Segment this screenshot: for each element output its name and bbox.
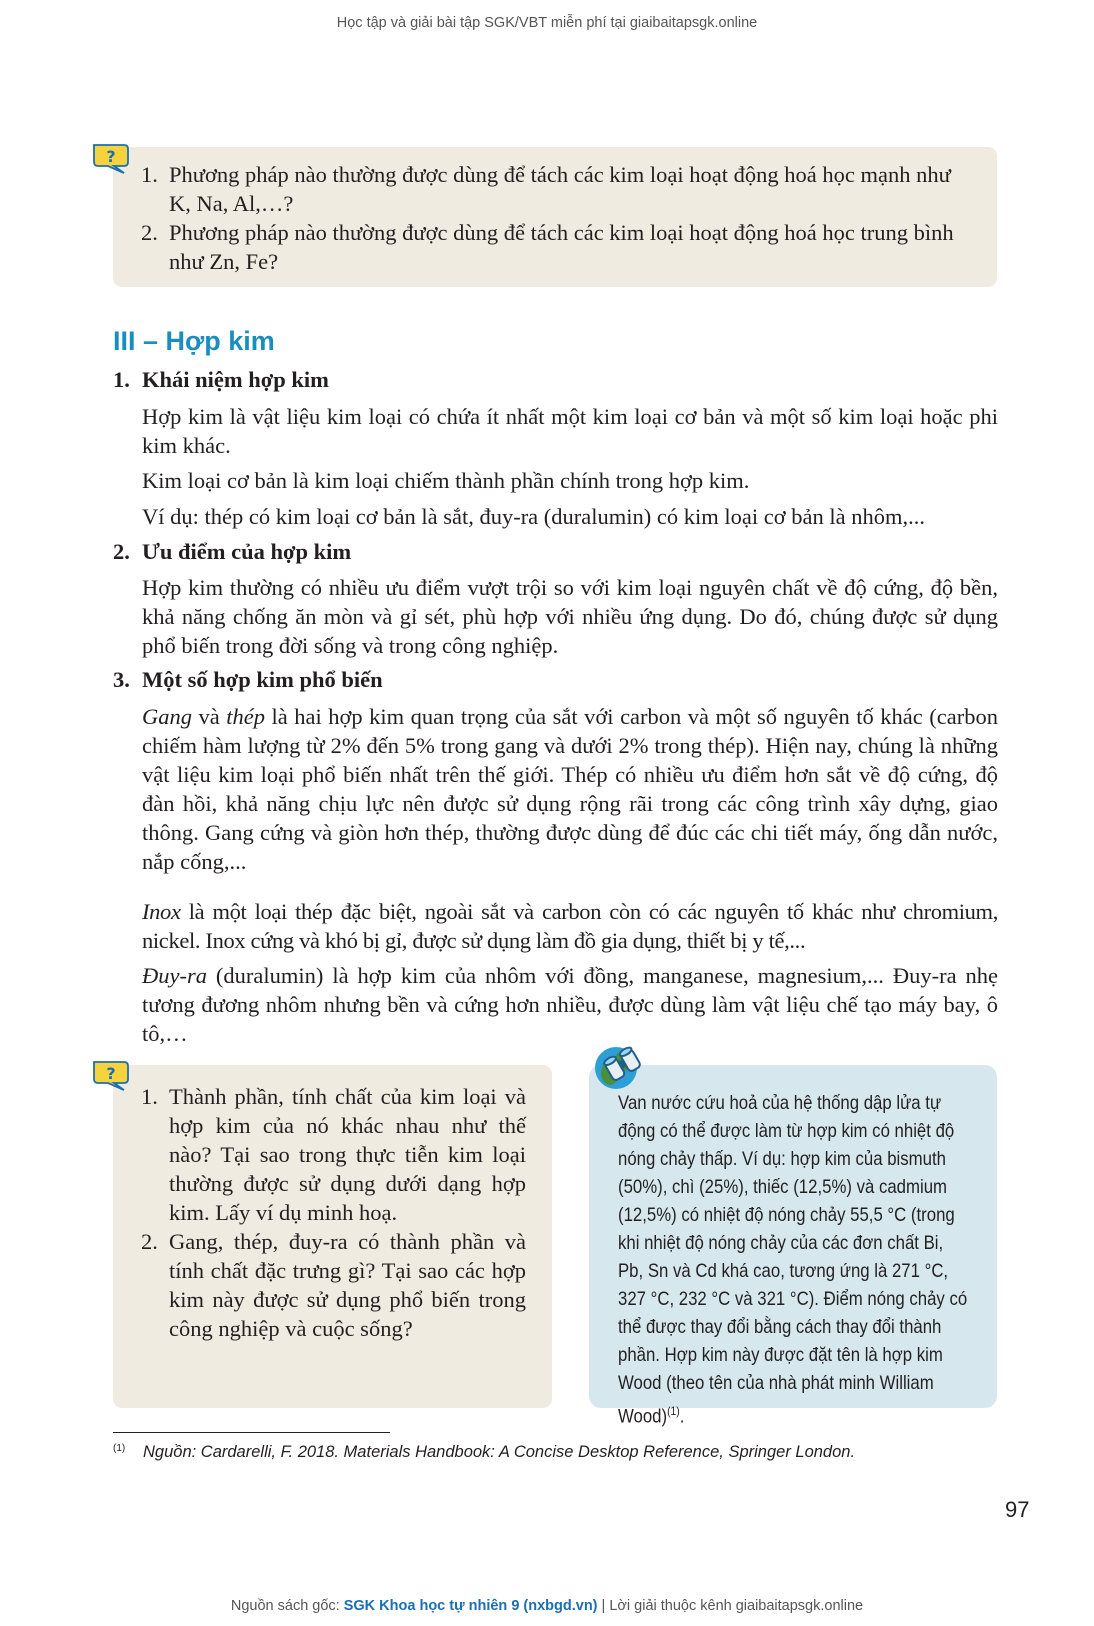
paragraph: Ví dụ: thép có kim loại cơ bản là sắt, đuy-ra (duralumin) có kim loại cơ bản là nhôm,... (142, 504, 925, 529)
bottom-banner: Nguồn sách gốc: SGK Khoa học tự nhiên 9 (nxbgd.vn) | Lời giải thuộc kênh giaibaitapsgk.online (230, 1598, 864, 1614)
source-link[interactable]: SGK Khoa học tự nhiên 9 (nxbgd.vn) (343, 1598, 598, 1614)
footnote: $^{(1)}$ Nguồn: Cardarelli, F. 2018. Materials Handbook: A Concise Desktop Reference, Springer London. (113, 1443, 856, 1461)
question-item: 2. Phương pháp nào thường được dùng để tách các kim loại hoạt động hoá học trung bình như Zn, Fe? (141, 220, 954, 274)
question-item: 1. Phương pháp nào thường được dùng để tách các kim loại hoạt động hoá học mạnh như K, Na, Al,…? (141, 162, 951, 216)
section-title: III – Hợp kim (113, 326, 275, 356)
paragraph: Hợp kim là vật liệu kim loại có chứa ít nhất một kim loại cơ bản và một số kim loại hoặc phi kim khác. (142, 404, 998, 458)
question-icon (90, 142, 136, 176)
page-number: 97 (1005, 1497, 1030, 1522)
subheading-concept: 1. Khái niệm hợp kim (113, 367, 329, 392)
svg-text:?: ? (106, 147, 116, 166)
question-item: 2. Gang, thép, đuy-ra có thành phần và tính chất đặc trưng gì? Tại sao các hợp kim này được sử dụng phổ biến trong công nghiệp và cuộc sống? (141, 1229, 526, 1341)
paragraph: Kim loại cơ bản là kim loại chiếm thành phần chính trong hợp kim. (142, 468, 750, 493)
svg-text:?: ? (106, 1064, 116, 1083)
top-banner: Học tập và giải bài tập SGK/VBT miễn phí tại giaibaitapsgk.online (336, 15, 758, 31)
question-icon (90, 1059, 136, 1093)
question-box-2 (113, 1065, 552, 1408)
paragraph-duralumin: Đuy-ra (duralumin) là hợp kim của nhôm với đồng, manganese, magnesium,... Đuy-ra nhẹ tương đương nhôm nhưng bền và cứng hơn nhiều, được dùng làm vật liệu chế tạo máy bay, ô tô,… (142, 963, 998, 1046)
question-item: 1. Thành phần, tính chất của kim loại và hợp kim của nó khác nhau như thế nào? Tại sao trong thực tiễn kim loại thường được sử dụng dưới dạng hợp kim. Lấy ví dụ minh hoạ. (141, 1084, 526, 1225)
paragraph: Hợp kim thường có nhiều ưu điểm vượt trội so với kim loại nguyên chất về độ cứng, độ bền, khả năng chống ăn mòn và gỉ sét, phù hợp với nhiều ứng dụng. Do đó, chúng được sử dụng phổ biến trong đời sống và trong công nghiệp. (142, 575, 998, 658)
info-box (589, 1065, 997, 1428)
paragraph-inox: Inox là một loại thép đặc biệt, ngoài sắt và carbon còn có các nguyên tố khác như chromium, nickel. Inox cứng và khó bị gỉ, được sử dụng làm đồ gia dụng, thiết bị y tế,... (142, 899, 998, 953)
info-text: Van nước cứu hoả của hệ thống dập lửa tự động có thể được làm từ hợp kim có nhiệt độ nóng chảy thấp. Ví dụ: hợp kim của bismuth (50%), chì (25%), thiếc (12,5%) và cadmium (12,5%) có nhiệt độ nóng chảy 55,5 °C (trong khi nhiệt độ nóng chảy của các đơn chất Bi, Pb, Sn và Cd khá cao, tương ứng là 271 °C, 327 °C, 232 °C và 321 °C). Điểm nóng chảy có thể được thay đổi bằng cách thay đổi thành phần. Hợp kim này được đặt tên là hợp kim Wood (theo tên của nhà phát minh William Wood)$^{(1)}$. (618, 1092, 968, 1428)
binoculars-icon (592, 1040, 650, 1092)
footnote-rule (113, 1432, 390, 1433)
question-box-1 (113, 147, 997, 287)
subheading-advantages: 2. Ưu điểm của hợp kim (113, 539, 352, 564)
subheading-common-alloys: 3. Một số hợp kim phổ biến (113, 667, 383, 692)
paragraph-cast-iron-steel: Gang và thép là hai hợp kim quan trọng của sắt với carbon và một số nguyên tố khác (carbon chiếm hàm lượng từ 2% đến 5% trong gang và dưới 2% trong thép). Hiện nay, chúng là những vật liệu kim loại phổ biến nhất trên thế giới. Thép có nhiều ưu điểm hơn sắt về độ cứng, độ đàn hồi, khả năng chịu lực nên được sử dụng rộng rãi trong các công trình xây dựng, giao thông. Gang cứng và giòn hơn thép, thường được dùng để đúc các chi tiết máy, ống dẫn nước, nắp cống,... (142, 704, 998, 874)
